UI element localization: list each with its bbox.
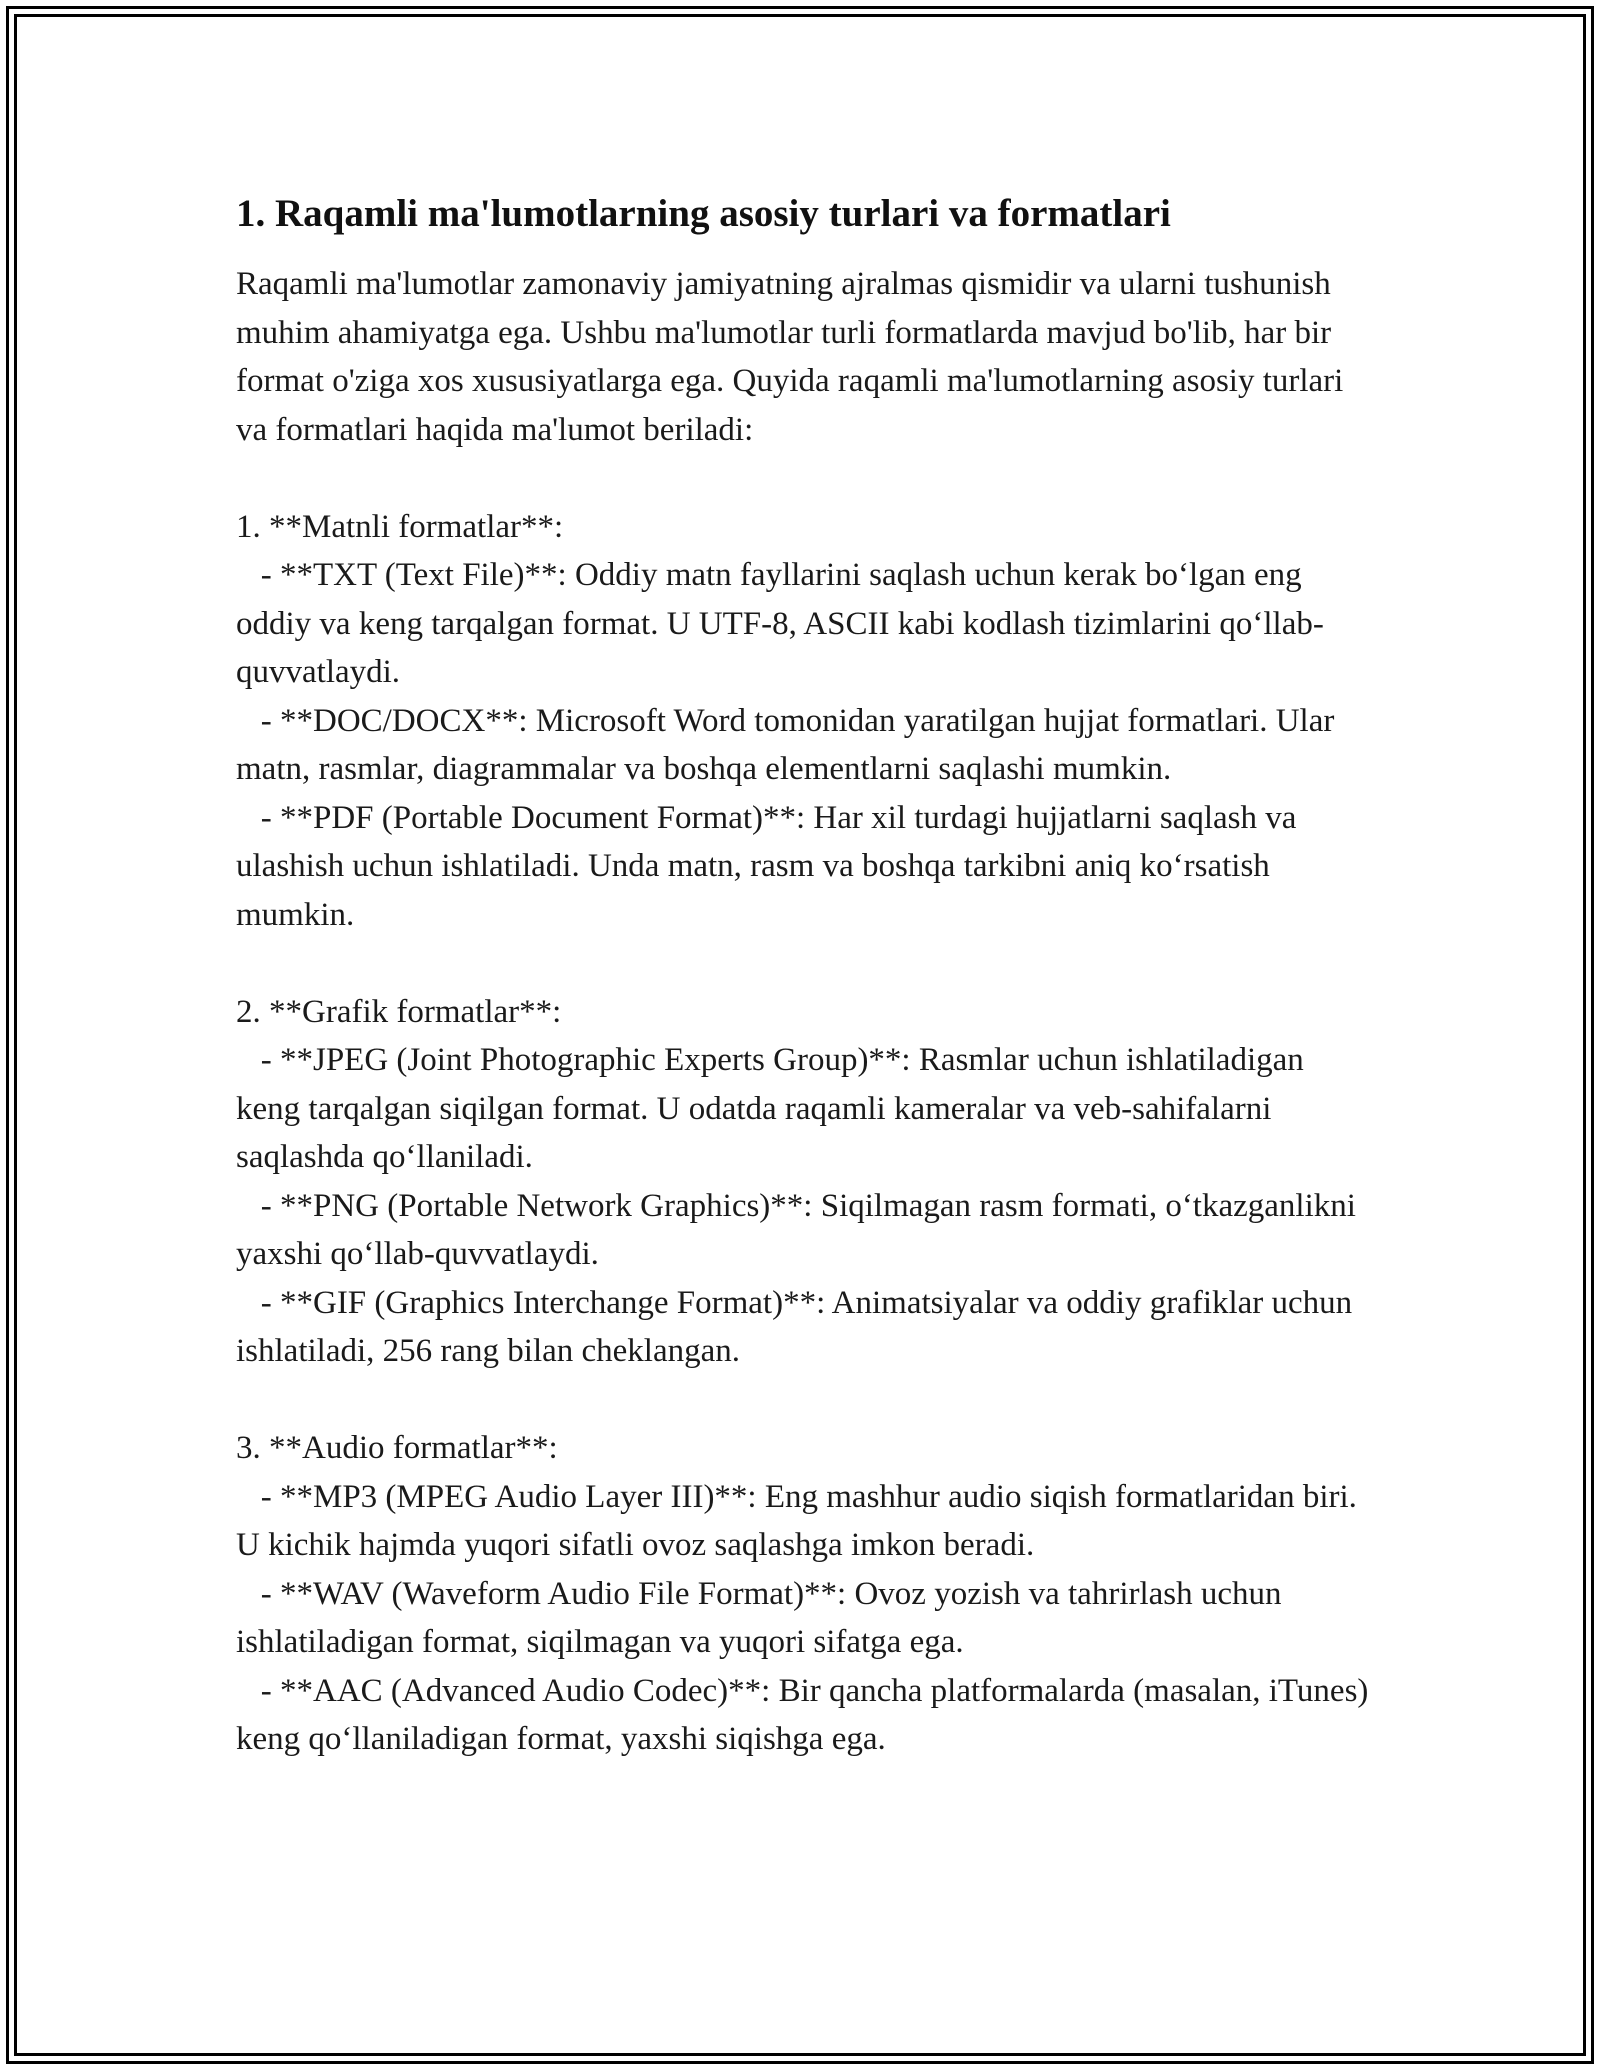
list-item: - **DOC/DOCX**: Microsoft Word tomonidan yaratilgan hujjat formatlari. Ular matn, rasmlar, diagrammalar va boshqa elementlarni saqlashi mumkin. <box>236 702 1335 787</box>
section-title: 2. **Grafik formatlar**: <box>236 993 562 1030</box>
list-item: - **JPEG (Joint Photographic Experts Group)**: Rasmlar uchun ishlatiladigan keng tarqalgan siqilgan format. U odatda raqamli kameralar va veb-sahifalarni saqlashda qo‘llaniladi. <box>236 1042 1304 1175</box>
list-item: - **AAC (Advanced Audio Codec)**: Bir qancha platformalarda (masalan, iTunes) keng qo‘llaniladigan format, yaxshi siqishga ega. <box>236 1672 1369 1757</box>
document-heading: 1. Raqamli ma'lumotlarning asosiy turlari va formatlari <box>236 192 1171 235</box>
list-item: - **TXT (Text File)**: Oddiy matn fayllarini saqlash uchun kerak bo‘lgan eng oddiy va keng tarqalgan format. U UTF-8, ASCII kabi kodlash tizimlarini qo‘llab-quvvatlaydi. <box>236 557 1324 690</box>
list-item: - **WAV (Waveform Audio File Format)**: Ovoz yozish va tahrirlash uchun ishlatiladigan format, siqilmagan va yuqori sifatga ega. <box>236 1575 1282 1660</box>
section-text-formats <box>236 503 1376 940</box>
intro-paragraph: Raqamli ma'lumotlar zamonaviy jamiyatning ajralmas qismidir va ularni tushunish muhim ahamiyatga ega. Ushbu ma'lumotlar turli formatlarda mavjud bo'lib, har bir format o'ziga xos xususiyatlarga ega. Quyida raqamli ma'lumotlarning asosiy turlari va formatlari haqida ma'lumot beriladi: <box>236 266 1344 448</box>
section-gap <box>236 939 1376 988</box>
section-audio-formats <box>236 1424 1376 1764</box>
section-gap <box>236 1376 1376 1425</box>
list-item: - **PDF (Portable Document Format)**: Har xil turdagi hujjatlarni saqlash va ulashish uchun ishlatiladi. Unda matn, rasm va boshqa tarkibni aniq ko‘rsatish mumkin. <box>236 799 1297 933</box>
list-item: - **GIF (Graphics Interchange Format)**: Animatsiyalar va oddiy grafiklar uchun ishlatiladi, 256 rang bilan cheklangan. <box>236 1284 1353 1369</box>
section-title: 1. **Matnli formatlar**: <box>236 508 564 545</box>
list-item: - **PNG (Portable Network Graphics)**: Siqilmagan rasm formati, o‘tkazganlikni yaxshi qo‘llab-quvvatlaydi. <box>236 1187 1356 1272</box>
document-body <box>236 188 1376 1764</box>
section-gap <box>236 454 1376 503</box>
section-title: 3. **Audio formatlar**: <box>236 1430 558 1466</box>
list-item: - **MP3 (MPEG Audio Layer III)**: Eng mashhur audio siqish formatlaridan biri. U kichik hajmda yuqori sifatli ovoz saqlashga imkon beradi. <box>236 1478 1357 1563</box>
section-graphic-formats <box>236 988 1376 1376</box>
